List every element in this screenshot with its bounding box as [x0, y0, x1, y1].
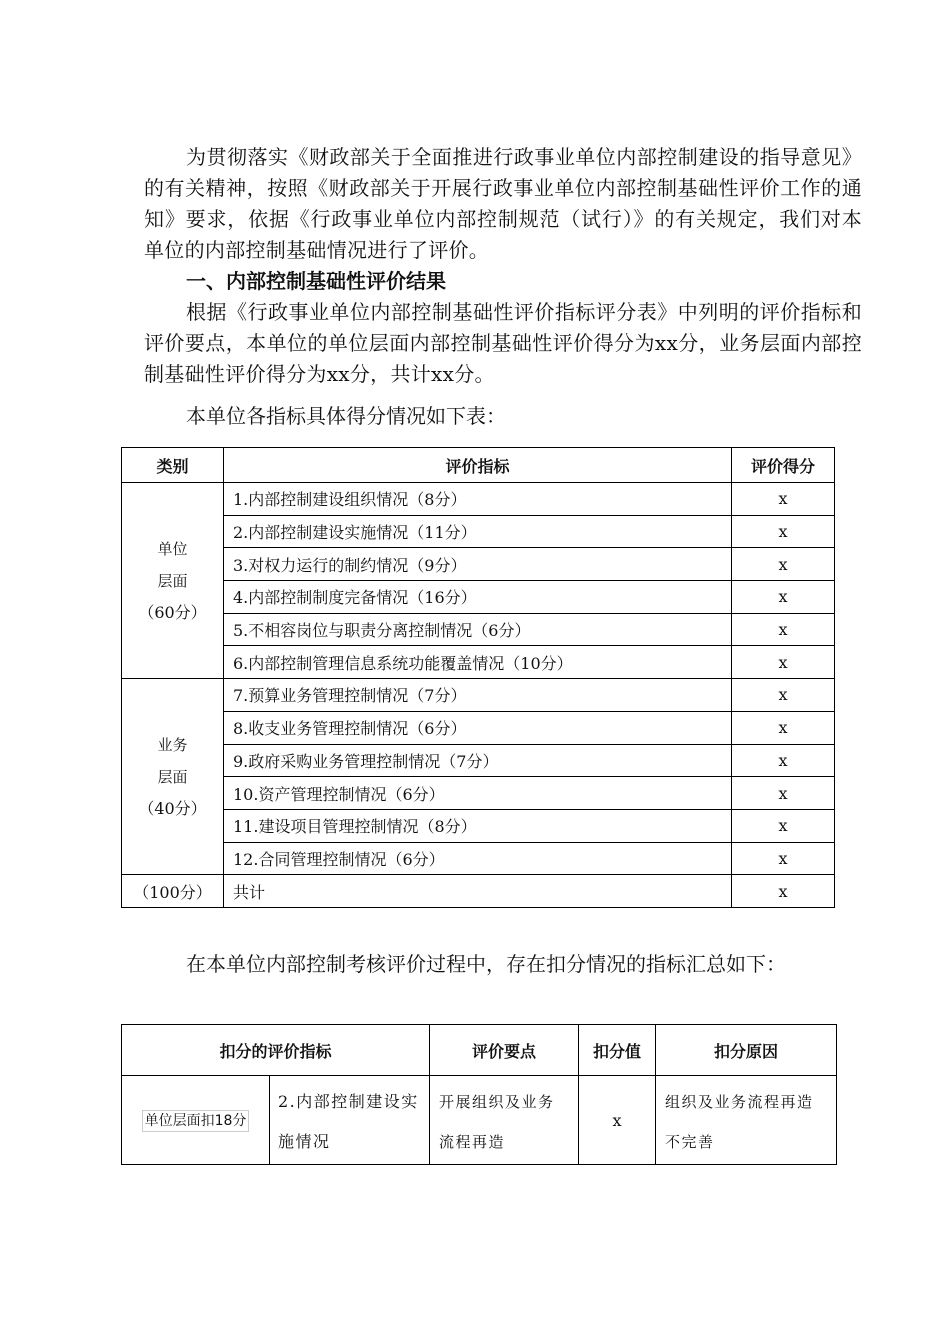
unit-level-line1: 单位	[157, 539, 188, 558]
header-indicator: 评价指标	[224, 448, 732, 483]
deduction-table-header	[122, 1025, 837, 1076]
table-row	[122, 744, 835, 777]
total-category: （100分）	[122, 875, 224, 908]
key-point-cell: 开展组织及业务流程再造	[430, 1076, 579, 1165]
score-table-header	[122, 448, 835, 483]
deduction-value-cell: x	[579, 1076, 656, 1165]
header-deduction-value: 扣分值	[579, 1025, 656, 1076]
indicator-cell: 2.内部控制建设实施情况（11分）	[224, 515, 732, 548]
unit-level-category	[122, 483, 224, 679]
table-row	[122, 613, 835, 646]
indicator-cell: 1.内部控制建设组织情况（8分）	[224, 483, 732, 516]
indicator-cell: 11.建设项目管理控制情况（8分）	[224, 809, 732, 842]
table-row	[122, 548, 835, 581]
table-row	[122, 483, 835, 516]
unit-level-line2: 层面	[157, 571, 188, 590]
score-cell: x	[732, 581, 835, 614]
table-row	[122, 679, 835, 712]
indicator-cell: 4.内部控制制度完备情况（16分）	[224, 581, 732, 614]
table-row	[122, 515, 835, 548]
section-1-title: 一、内部控制基础性评价结果	[186, 269, 446, 293]
business-level-category	[122, 679, 224, 875]
score-cell: x	[732, 515, 835, 548]
score-cell: x	[732, 613, 835, 646]
table-row	[122, 711, 835, 744]
score-cell: x	[732, 809, 835, 842]
header-score: 评价得分	[732, 448, 835, 483]
score-cell: x	[732, 711, 835, 744]
header-key-point: 评价要点	[430, 1025, 579, 1076]
indicator-cell: 8.收支业务管理控制情况（6分）	[224, 711, 732, 744]
indicator-cell: 5.不相容岗位与职责分离控制情况（6分）	[224, 613, 732, 646]
header-deduction-reason: 扣分原因	[656, 1025, 837, 1076]
table-row	[122, 842, 835, 875]
score-table-intro: 本单位各指标具体得分情况如下表：	[186, 404, 506, 428]
indicator-cell: 6.内部控制管理信息系统功能覆盖情况（10分）	[224, 646, 732, 679]
deduction-level-label: 单位层面扣18分	[142, 1110, 250, 1132]
deduction-table	[121, 1024, 837, 1165]
table-row	[122, 646, 835, 679]
indicator-cell: 7.预算业务管理控制情况（7分）	[224, 679, 732, 712]
indicator-cell: 9.政府采购业务管理控制情况（7分）	[224, 744, 732, 777]
score-cell: x	[732, 842, 835, 875]
intro-paragraph: 为贯彻落实《财政部关于全面推进行政事业单位内部控制建设的指导意见》的有关精神，按照《财政部关于开展行政事业单位内部控制基础性评价工作的通知》要求，依据《行政事业单位内部控制规范（试行）》的有关规定，我们对本单位的内部控制基础情况进行了评价。	[144, 145, 862, 262]
score-table	[121, 447, 835, 908]
section-1-body: 根据《行政事业单位内部控制基础性评价指标评分表》中列明的评价指标和评价要点，本单位的单位层面内部控制基础性评价得分为xx分，业务层面内部控制基础性评价得分为xx分，共计xx分。	[144, 300, 862, 386]
score-cell: x	[732, 548, 835, 581]
indicator-cell: 10.资产管理控制情况（6分）	[224, 777, 732, 810]
total-score: x	[732, 875, 835, 908]
score-cell: x	[732, 483, 835, 516]
header-category: 类别	[122, 448, 224, 483]
score-cell: x	[732, 777, 835, 810]
deduction-level-cell	[122, 1076, 270, 1165]
deduction-reason-cell: 组织及业务流程再造不完善	[656, 1076, 837, 1165]
business-level-line1: 业务	[157, 735, 188, 754]
header-deducted-indicator: 扣分的评价指标	[122, 1025, 430, 1076]
table-row	[122, 1076, 837, 1165]
table-row	[122, 809, 835, 842]
total-label: 共计	[224, 875, 732, 908]
deduction-intro: 在本单位内部控制考核评价过程中，存在扣分情况的指标汇总如下：	[186, 952, 786, 976]
score-cell: x	[732, 679, 835, 712]
indicator-cell: 3.对权力运行的制约情况（9分）	[224, 548, 732, 581]
table-row	[122, 777, 835, 810]
total-row	[122, 875, 835, 908]
business-level-points: （40分）	[138, 798, 207, 818]
table-row	[122, 581, 835, 614]
score-cell: x	[732, 744, 835, 777]
unit-level-points: （60分）	[138, 602, 207, 622]
deduction-indicator-cell: 2.内部控制建设实施情况	[270, 1076, 430, 1165]
business-level-line2: 层面	[157, 767, 188, 786]
score-cell: x	[732, 646, 835, 679]
indicator-cell: 12.合同管理控制情况（6分）	[224, 842, 732, 875]
